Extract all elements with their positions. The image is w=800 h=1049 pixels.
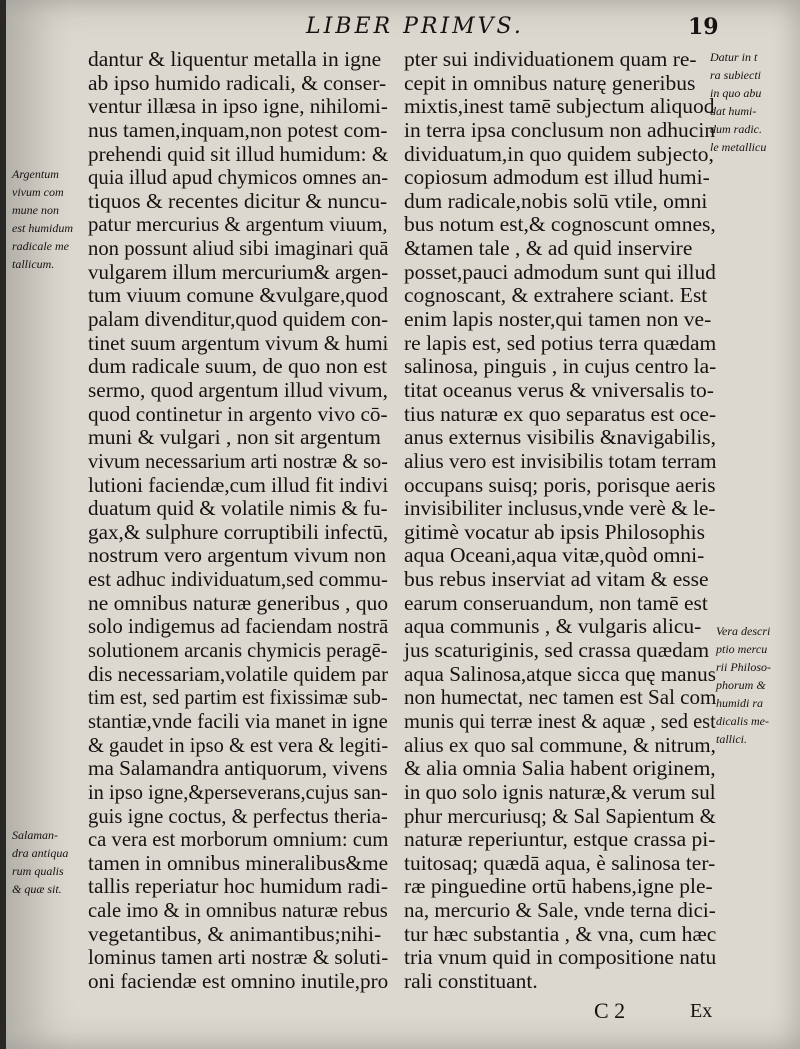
- text-line: ca vera est morborum omnium: cum: [88, 827, 389, 852]
- margin-note-line: Vera descri: [716, 624, 771, 638]
- text-line: patur mercurius & argentum viuum,: [88, 212, 388, 237]
- margin-note-line: vivum com: [12, 185, 64, 199]
- text-line: dum radicale suum, de quo non est: [88, 354, 388, 379]
- text-line: tinet suum argentum vivum & humi: [88, 330, 389, 355]
- text-line: naturæ reperiuntur, estque crassa pi-: [404, 827, 716, 852]
- book-page: [6, 0, 800, 1049]
- page-number: 19: [688, 14, 719, 40]
- text-line: lominus tamen arti nostræ & soluti-: [88, 945, 389, 970]
- text-line: & gaudet in ipso & est vera & legiti-: [88, 732, 389, 757]
- text-line: lutioni faciendæ,cum illud fit indivi: [88, 472, 389, 497]
- text-line: cepit in omnibus naturę generibus: [404, 70, 696, 95]
- text-line: earum conseruandum, non tamē est: [404, 590, 708, 615]
- text-line: salinosa, pinguis , in cujus centro la-: [404, 354, 717, 379]
- text-line: dantur & liquentur metalla in igne: [88, 47, 382, 71]
- text-line: ne omnibus naturæ generibus , quo: [88, 590, 389, 615]
- margin-note-line: rii Philoso-: [716, 660, 772, 674]
- text-line: vegetantibus, & animantibus;nihi-: [88, 921, 382, 946]
- text-line: tiquos & recentes dicitur & nuncu-: [88, 188, 388, 213]
- margin-note-line: Argentum: [12, 167, 59, 181]
- text-line: solutionem arcanis chymicis peragē-: [88, 638, 388, 663]
- text-line: ræ pinguedine ortū habens,igne ple-: [404, 874, 713, 899]
- text-line: phur mercuriusq; & Sal Sapientum &: [404, 803, 716, 828]
- text-line: quod continetur in argento vivo cō-: [88, 401, 388, 426]
- margin-note-line: Salaman-: [12, 828, 58, 842]
- text-line: mixtis,inest tamē subjectum aliquod: [404, 94, 715, 119]
- margin-note-argentum: [12, 165, 73, 273]
- text-line: bus rebus inserviat ad vitam & esse: [404, 567, 709, 592]
- text-line: tallis reperiatur hoc humidum radi-: [88, 874, 389, 899]
- text-line: cognoscant, & extrahere sciant. Est: [404, 283, 708, 308]
- text-line: vivum necessarium arti nostræ & so-: [88, 448, 388, 473]
- text-line: muni & vulgari , non sit argentum: [88, 425, 381, 450]
- text-line: quia illud apud chymicos omnes an-: [88, 165, 389, 190]
- text-line: jus scaturiginis, sed crassa quædam: [404, 638, 710, 663]
- text-line: non possunt aliud sibi imaginari quā: [88, 236, 389, 261]
- text-line: non humectat, nec tamen est Sal com: [404, 685, 717, 710]
- text-line: est adhuc individuatum,sed commu-: [88, 567, 388, 592]
- text-line: anus externus visibilis &navigabilis,: [404, 425, 716, 450]
- margin-note-line: dra antiqua: [12, 846, 69, 860]
- right-text-column: [404, 48, 716, 994]
- text-line: &tamen tale , & ad quid inservire: [404, 236, 693, 261]
- text-line: alius vero est invisibilis totam terram: [404, 448, 717, 473]
- text-line: dum radicale,nobis solū vtile, omni: [404, 188, 708, 213]
- text-line: invisibiliter inclusus,vnde verè & le-: [404, 496, 716, 521]
- margin-note-line: mune non: [12, 203, 59, 217]
- text-line: & alia omnia Salia habent originem,: [404, 756, 716, 781]
- margin-note-salamandra: [12, 826, 68, 898]
- text-line: aqua Salinosa,atque sicca quę manus: [404, 661, 716, 686]
- text-line: re lapis est, sed potius terra quædam: [404, 330, 717, 355]
- text-line: munis qui terræ inest & aquæ , sed est: [404, 708, 716, 733]
- margin-note-line: in quo abu: [710, 86, 762, 100]
- text-line: copiosum admodum est illud humi-: [404, 165, 710, 190]
- margin-note-line: ra subiecti: [710, 68, 761, 82]
- signature-mark: C 2: [594, 998, 626, 1023]
- text-line: tuitosaq; quædā aqua, è salinosa ter-: [404, 850, 716, 875]
- text-line: occupans suisq; poris, porisque aeris: [404, 472, 716, 497]
- margin-note-line: Datur in t: [710, 50, 758, 64]
- margin-note-line: dat humi-: [710, 104, 757, 118]
- left-text-column: [88, 48, 388, 994]
- text-line: na, mercurio & Sale, vnde terna dici-: [404, 898, 716, 923]
- margin-note-line: est humidum: [12, 221, 73, 235]
- margin-note-line: radicale me: [12, 239, 69, 253]
- margin-note-line: dum radic.: [710, 122, 762, 136]
- margin-note-line: le metallicu: [710, 140, 767, 154]
- text-line: guis igne coctus, & perfectus theria-: [88, 803, 388, 828]
- text-line: tur hæc substantia , & vna, cum hæc: [404, 921, 717, 946]
- text-line: ma Salamandra antiquorum, vivens: [88, 756, 388, 781]
- text-line: pter sui individuationem quam re-: [404, 47, 697, 71]
- text-line: tum viuum comune &vulgare,quod: [88, 283, 389, 308]
- text-line: in terra ipsa conclusum non adhucin: [404, 117, 716, 142]
- text-line: nus tamen,inquam,non potest com-: [88, 117, 388, 142]
- text-line: titat oceanus verus & vniversalis to-: [404, 377, 714, 402]
- text-line: posset,pauci admodum sunt qui illud: [404, 259, 716, 284]
- text-line: solo indigemus ad faciendam nostrā: [88, 614, 389, 639]
- text-line: gitimè vocatur ab ipsis Philosophis: [404, 519, 705, 544]
- text-line: palam divenditur,quod quidem con-: [88, 307, 389, 332]
- text-line: in ipso igne,&perseverans,cujus san-: [88, 779, 388, 804]
- text-line: aqua Oceani,aqua vitæ,quòd omni-: [404, 543, 705, 568]
- margin-note-line: tallici.: [716, 732, 747, 746]
- text-line: stantiæ,vnde facili via manet in igne: [88, 708, 388, 733]
- text-line: prehendi quid sit illud humidum: &: [88, 141, 389, 166]
- catchword: Ex: [690, 1000, 713, 1022]
- text-line: sermo, quod argentum illud vivum,: [88, 377, 388, 402]
- text-line: duatum quid & volatile nimis & fu-: [88, 496, 388, 521]
- margin-note-line: & quæ sit.: [12, 882, 62, 896]
- margin-note-line: rum qualis: [12, 864, 64, 878]
- text-line: nostrum vero argentum vivum non: [88, 543, 387, 568]
- margin-note-vera-descriptio: [716, 622, 771, 748]
- text-line: cale imo & in omnibus naturæ rebus: [88, 898, 388, 923]
- text-line: dividuatum,in quo quidem subjecto,: [404, 141, 714, 166]
- margin-note-datur: [710, 48, 766, 156]
- running-title: LIBER PRIMVS.: [306, 14, 524, 39]
- text-line: rali constituant.: [404, 968, 538, 993]
- text-line: enim lapis noster,qui tamen non ve-: [404, 307, 712, 332]
- text-line: tius naturæ ex quo separatus est oce-: [404, 401, 717, 426]
- text-line: tamen in omnibus mineralibus&me: [88, 850, 389, 875]
- margin-note-line: ptio mercu: [716, 642, 768, 656]
- text-line: bus notum est,& cognoscunt omnes,: [404, 212, 716, 237]
- text-line: ventur illæsa in ipso igne, nihilomi-: [88, 94, 388, 119]
- text-line: in quo solo ignis naturæ,& verum sul: [404, 779, 716, 804]
- text-line: tim est, sed partim est fixissimæ sub-: [88, 685, 388, 710]
- margin-note-line: tallicum.: [12, 257, 55, 271]
- margin-note-line: humidi ra: [716, 696, 764, 710]
- margin-note-line: dicalis me-: [716, 714, 769, 728]
- text-line: tria vnum quid in compositione natu: [404, 945, 717, 970]
- text-line: aqua communis , & vulgaris alicu-: [404, 614, 702, 639]
- text-line: dis necessariam,volatile quidem par: [88, 661, 389, 686]
- text-line: oni faciendæ est omnino inutile,pro: [88, 968, 389, 993]
- text-line: alius ex quo sal commune, & nitrum,: [404, 732, 716, 757]
- text-line: gax,& sulphure corruptibili infectū,: [88, 519, 389, 544]
- text-line: ab ipso humido radicali, & conser-: [88, 70, 387, 95]
- text-line: vulgarem illum mercurium& argen-: [88, 259, 389, 284]
- margin-note-line: phorum &: [716, 678, 766, 692]
